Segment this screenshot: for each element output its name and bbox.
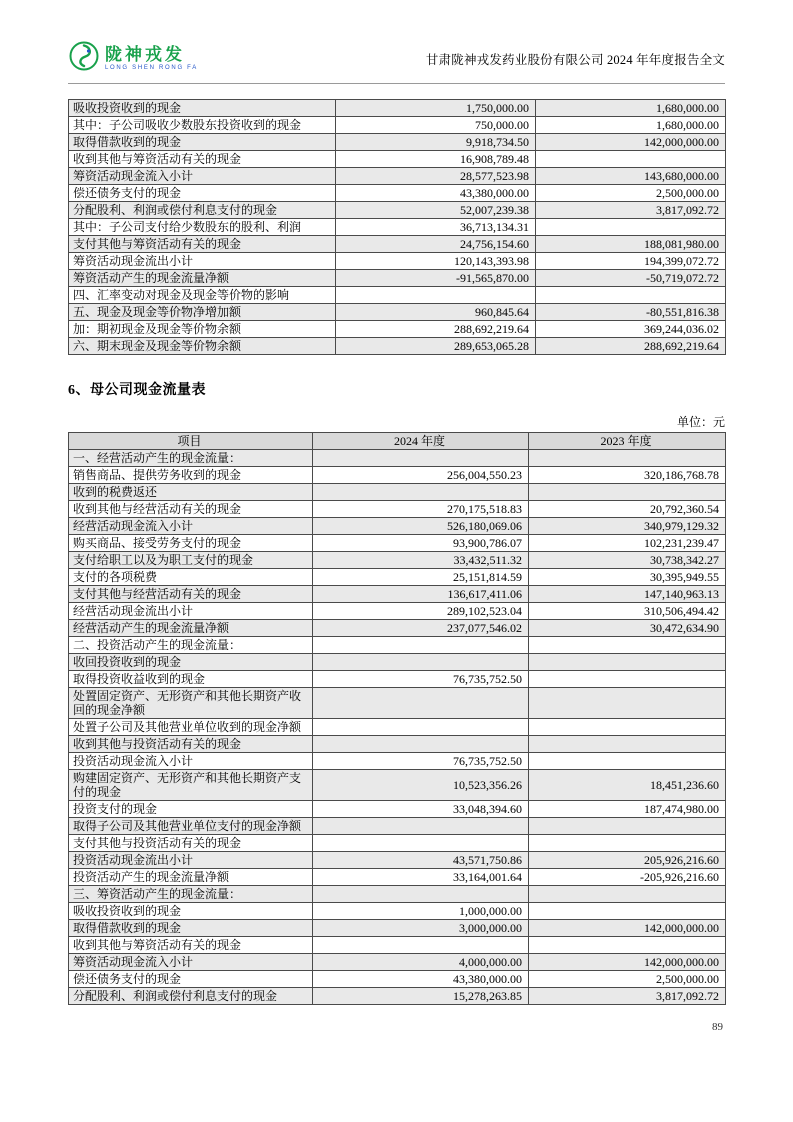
row-label: 收到其他与投资活动有关的现金 (69, 736, 313, 753)
value-2023: 188,081,980.00 (536, 236, 726, 253)
value-2023 (536, 219, 726, 236)
row-label: 支付其他与经营活动有关的现金 (69, 586, 313, 603)
value-2023: 142,000,000.00 (529, 954, 726, 971)
value-2023: 187,474,980.00 (529, 801, 726, 818)
table2-body (69, 450, 726, 1005)
section-heading: 6、母公司现金流量表 (68, 383, 206, 398)
table-row (69, 484, 726, 501)
table-row (69, 688, 726, 719)
logo-icon (68, 40, 100, 77)
column-header-2024: 2024 年度 (313, 433, 529, 450)
table-row (69, 287, 726, 304)
table-row (69, 937, 726, 954)
value-2024: 16,908,789.48 (336, 151, 536, 168)
table-row (69, 185, 726, 202)
table-row (69, 535, 726, 552)
table-row (69, 467, 726, 484)
value-2023 (529, 886, 726, 903)
value-2023: -50,719,072.72 (536, 270, 726, 287)
value-2024: 256,004,550.23 (313, 467, 529, 484)
value-2024: -91,565,870.00 (336, 270, 536, 287)
column-header-item: 项目 (69, 433, 313, 450)
row-label: 收到的税费返还 (69, 484, 313, 501)
value-2024: 4,000,000.00 (313, 954, 529, 971)
table-header-row (69, 433, 726, 450)
row-label: 收到其他与筹资活动有关的现金 (69, 151, 336, 168)
value-2024 (313, 654, 529, 671)
value-2023 (529, 903, 726, 920)
value-2023 (529, 688, 726, 719)
row-label: 筹资活动现金流入小计 (69, 168, 336, 185)
value-2024 (313, 719, 529, 736)
value-2024: 289,102,523.04 (313, 603, 529, 620)
value-2023: 30,738,342.27 (529, 552, 726, 569)
table-row (69, 818, 726, 835)
row-label: 筹资活动现金流入小计 (69, 954, 313, 971)
row-label: 支付其他与投资活动有关的现金 (69, 835, 313, 852)
value-2024: 10,523,356.26 (313, 770, 529, 801)
row-label: 筹资活动产生的现金流量净额 (69, 270, 336, 287)
value-2023: 3,817,092.72 (529, 988, 726, 1005)
table-row (69, 637, 726, 654)
value-2024 (313, 835, 529, 852)
value-2024: 52,007,239.38 (336, 202, 536, 219)
value-2024: 3,000,000.00 (313, 920, 529, 937)
table-row (69, 852, 726, 869)
value-2024: 28,577,523.98 (336, 168, 536, 185)
logo-text (105, 46, 198, 71)
value-2024: 1,750,000.00 (336, 100, 536, 117)
row-label: 筹资活动现金流出小计 (69, 253, 336, 270)
table-row (69, 954, 726, 971)
row-label: 投资活动产生的现金流量净额 (69, 869, 313, 886)
value-2024: 43,380,000.00 (313, 971, 529, 988)
value-2023: 20,792,360.54 (529, 501, 726, 518)
row-label: 支付其他与筹资活动有关的现金 (69, 236, 336, 253)
table-row (69, 338, 726, 355)
value-2023 (536, 151, 726, 168)
row-label: 取得子公司及其他营业单位支付的现金净额 (69, 818, 313, 835)
row-label: 支付的各项税费 (69, 569, 313, 586)
value-2023 (529, 937, 726, 954)
row-label: 分配股利、利润或偿付利息支付的现金 (69, 202, 336, 219)
value-2024: 960,845.64 (336, 304, 536, 321)
value-2024 (313, 886, 529, 903)
value-2023: 147,140,963.13 (529, 586, 726, 603)
value-2023: 18,451,236.60 (529, 770, 726, 801)
table-row (69, 253, 726, 270)
value-2023 (529, 835, 726, 852)
row-label: 经营活动现金流出小计 (69, 603, 313, 620)
row-label: 收回投资收到的现金 (69, 654, 313, 671)
value-2023: 205,926,216.60 (529, 852, 726, 869)
row-label: 吸收投资收到的现金 (69, 903, 313, 920)
row-label: 取得借款收到的现金 (69, 134, 336, 151)
company-logo (68, 40, 198, 77)
value-2024: 76,735,752.50 (313, 671, 529, 688)
value-2024: 43,380,000.00 (336, 185, 536, 202)
value-2023: -80,551,816.38 (536, 304, 726, 321)
value-2024: 33,048,394.60 (313, 801, 529, 818)
table-row (69, 134, 726, 151)
value-2024: 33,432,511.32 (313, 552, 529, 569)
document-title: 甘肃陇神戎发药业股份有限公司 2024 年年度报告全文 (425, 52, 725, 67)
table-row (69, 100, 726, 117)
value-2024: 36,713,134.31 (336, 219, 536, 236)
value-2023: 1,680,000.00 (536, 100, 726, 117)
row-label: 一、经营活动产生的现金流量： (69, 450, 313, 467)
value-2023 (529, 654, 726, 671)
table-row (69, 620, 726, 637)
row-label: 其中：子公司支付给少数股东的股利、利润 (69, 219, 336, 236)
row-label: 投资活动现金流出小计 (69, 852, 313, 869)
table-row (69, 304, 726, 321)
value-2024 (313, 688, 529, 719)
table-row (69, 988, 726, 1005)
row-label: 取得投资收益收到的现金 (69, 671, 313, 688)
table-row (69, 450, 726, 467)
value-2024 (313, 937, 529, 954)
table-row (69, 736, 726, 753)
value-2024: 237,077,546.02 (313, 620, 529, 637)
table-row (69, 835, 726, 852)
row-label: 投资活动现金流入小计 (69, 753, 313, 770)
value-2023 (536, 287, 726, 304)
table-row (69, 770, 726, 801)
value-2024: 288,692,219.64 (336, 321, 536, 338)
value-2023: 194,399,072.72 (536, 253, 726, 270)
row-label: 吸收投资收到的现金 (69, 100, 336, 117)
value-2024: 270,175,518.83 (313, 501, 529, 518)
table-row (69, 971, 726, 988)
page-footer (68, 1021, 725, 1033)
table-row (69, 569, 726, 586)
row-label: 购建固定资产、无形资产和其他长期资产支付的现金 (69, 770, 313, 801)
value-2023: 30,472,634.90 (529, 620, 726, 637)
value-2024: 136,617,411.06 (313, 586, 529, 603)
value-2024: 93,900,786.07 (313, 535, 529, 552)
table-row (69, 719, 726, 736)
row-label: 偿还债务支付的现金 (69, 185, 336, 202)
value-2023: 142,000,000.00 (536, 134, 726, 151)
value-2023: 142,000,000.00 (529, 920, 726, 937)
table-row (69, 501, 726, 518)
value-2023: 320,186,768.78 (529, 467, 726, 484)
table-row (69, 518, 726, 535)
value-2023: 310,506,494.42 (529, 603, 726, 620)
value-2023 (529, 753, 726, 770)
row-label: 销售商品、提供劳务收到的现金 (69, 467, 313, 484)
row-label: 收到其他与筹资活动有关的现金 (69, 937, 313, 954)
table-row (69, 117, 726, 134)
value-2023: 102,231,239.47 (529, 535, 726, 552)
table-row (69, 603, 726, 620)
row-label: 经营活动产生的现金流量净额 (69, 620, 313, 637)
table-row (69, 552, 726, 569)
row-label: 二、投资活动产生的现金流量： (69, 637, 313, 654)
table-row (69, 671, 726, 688)
value-2023: 288,692,219.64 (536, 338, 726, 355)
value-2024: 43,571,750.86 (313, 852, 529, 869)
value-2023: 30,395,949.55 (529, 569, 726, 586)
table-row (69, 654, 726, 671)
value-2024 (313, 450, 529, 467)
table-row (69, 903, 726, 920)
table-row (69, 219, 726, 236)
value-2024: 9,918,734.50 (336, 134, 536, 151)
table-row (69, 886, 726, 903)
value-2024: 120,143,393.98 (336, 253, 536, 270)
parent-company-cashflow-table (68, 432, 726, 1005)
row-label: 六、期末现金及现金等价物余额 (69, 338, 336, 355)
value-2023 (529, 736, 726, 753)
value-2024 (313, 637, 529, 654)
row-label: 取得借款收到的现金 (69, 920, 313, 937)
row-label: 经营活动现金流入小计 (69, 518, 313, 535)
page-header (68, 0, 725, 84)
row-label: 其中：子公司吸收少数股东投资收到的现金 (69, 117, 336, 134)
table-row (69, 202, 726, 219)
page-number: 89 (712, 1021, 723, 1033)
value-2023: 2,500,000.00 (536, 185, 726, 202)
row-label: 四、汇率变动对现金及现金等价物的影响 (69, 287, 336, 304)
value-2024 (313, 484, 529, 501)
value-2023: 2,500,000.00 (529, 971, 726, 988)
table-row (69, 236, 726, 253)
value-2023 (529, 450, 726, 467)
value-2024: 33,164,001.64 (313, 869, 529, 886)
row-label: 处置固定资产、无形资产和其他长期资产收回的现金净额 (69, 688, 313, 719)
value-2023 (529, 719, 726, 736)
value-2023: 3,817,092.72 (536, 202, 726, 219)
value-2023: 143,680,000.00 (536, 168, 726, 185)
table-row (69, 321, 726, 338)
value-2024: 25,151,814.59 (313, 569, 529, 586)
value-2024 (313, 818, 529, 835)
table-row (69, 920, 726, 937)
table1-body (69, 100, 726, 355)
value-2024: 15,278,263.85 (313, 988, 529, 1005)
row-label: 购买商品、接受劳务支付的现金 (69, 535, 313, 552)
value-2023 (529, 671, 726, 688)
row-label: 分配股利、利润或偿付利息支付的现金 (69, 988, 313, 1005)
table-row (69, 151, 726, 168)
value-2024: 750,000.00 (336, 117, 536, 134)
table-row (69, 869, 726, 886)
value-2024: 526,180,069.06 (313, 518, 529, 535)
value-2023: -205,926,216.60 (529, 869, 726, 886)
table-row (69, 801, 726, 818)
table-row (69, 168, 726, 185)
row-label: 收到其他与经营活动有关的现金 (69, 501, 313, 518)
value-2023 (529, 484, 726, 501)
value-2023: 340,979,129.32 (529, 518, 726, 535)
value-2024: 24,756,154.60 (336, 236, 536, 253)
row-label: 支付给职工以及为职工支付的现金 (69, 552, 313, 569)
unit-label: 单位：元 (676, 415, 725, 429)
value-2023 (529, 637, 726, 654)
logo-subtext: LONG SHEN RONG FA (105, 65, 198, 71)
table-row (69, 753, 726, 770)
value-2024 (336, 287, 536, 304)
consolidated-cashflow-table-continued (68, 99, 726, 355)
column-header-2023: 2023 年度 (529, 433, 726, 450)
row-label: 加：期初现金及现金等价物余额 (69, 321, 336, 338)
value-2024: 76,735,752.50 (313, 753, 529, 770)
value-2024: 1,000,000.00 (313, 903, 529, 920)
value-2023 (529, 818, 726, 835)
value-2023: 369,244,036.02 (536, 321, 726, 338)
table-row (69, 270, 726, 287)
row-label: 处置子公司及其他营业单位收到的现金净额 (69, 719, 313, 736)
row-label: 三、筹资活动产生的现金流量： (69, 886, 313, 903)
row-label: 投资支付的现金 (69, 801, 313, 818)
row-label: 偿还债务支付的现金 (69, 971, 313, 988)
table-row (69, 586, 726, 603)
value-2023: 1,680,000.00 (536, 117, 726, 134)
row-label: 五、现金及现金等价物净增加额 (69, 304, 336, 321)
logo-brand-text: 陇神戎发 (105, 45, 185, 64)
value-2024: 289,653,065.28 (336, 338, 536, 355)
value-2024 (313, 736, 529, 753)
